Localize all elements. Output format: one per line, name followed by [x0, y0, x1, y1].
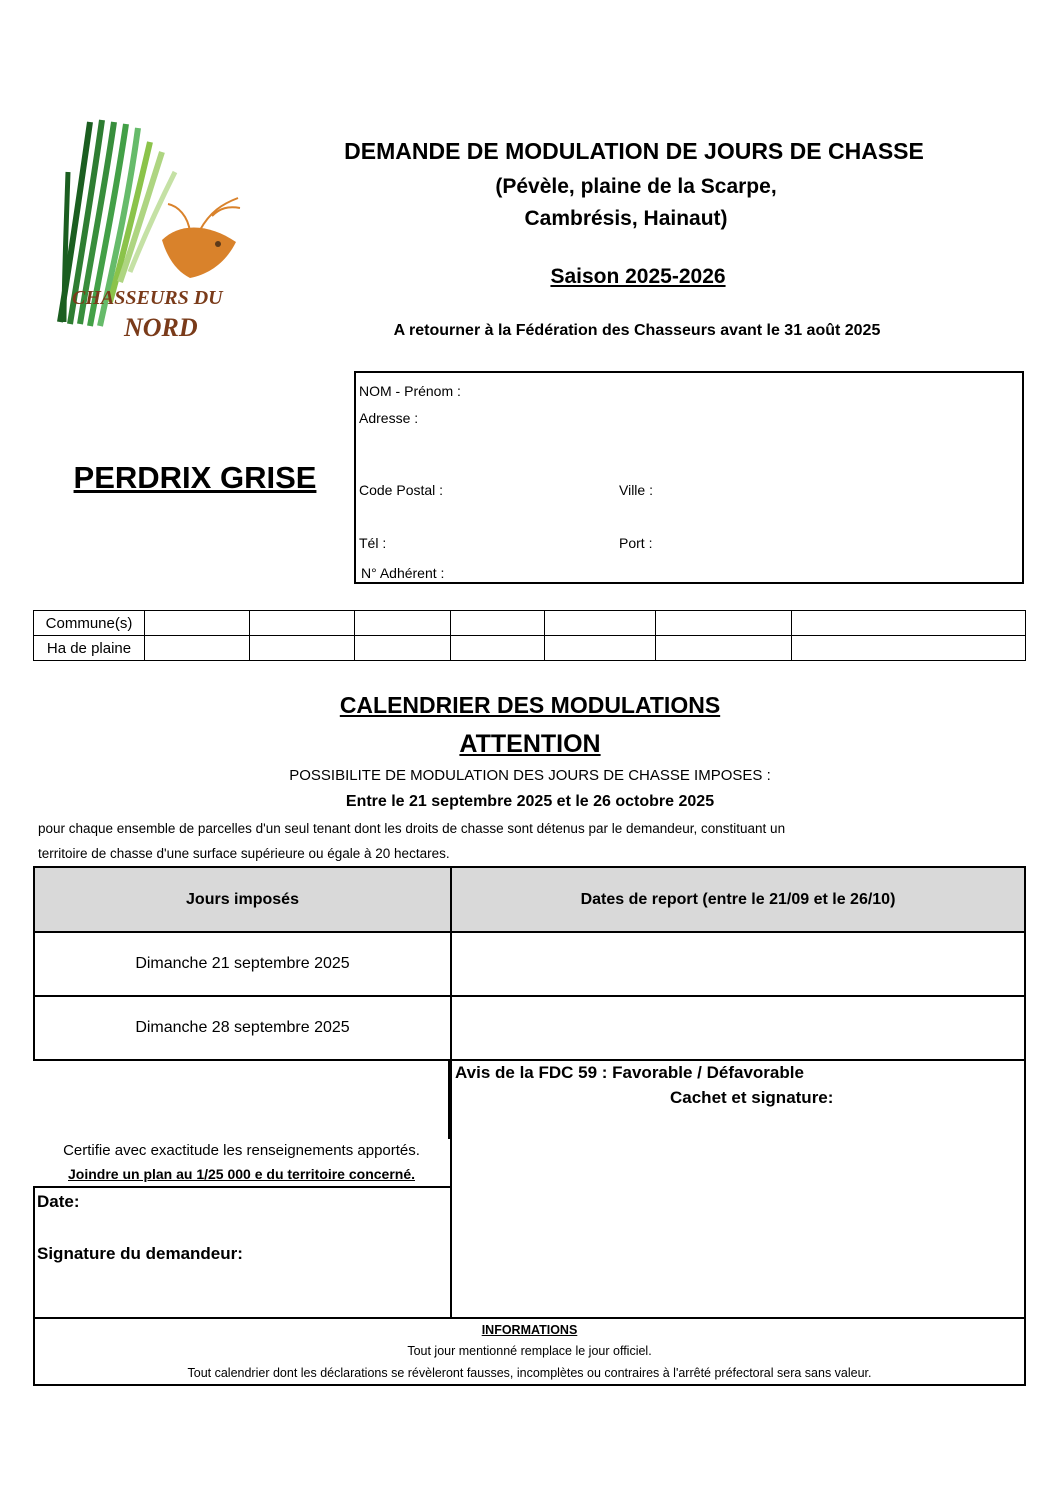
- hectares-row-label: Ha de plaine: [34, 636, 145, 661]
- report-dates-header-label: Dates de report (entre le 21/09 et le 26/10): [580, 890, 896, 908]
- hectares-cell[interactable]: [451, 636, 545, 661]
- table-row: [34, 611, 1026, 636]
- information-title: INFORMATIONS: [481, 1323, 578, 1337]
- modulation-date-range: Entre le 21 septembre 2025 et le 26 octobre 2025: [345, 793, 715, 810]
- species-title: PERDRIX GRISE: [73, 460, 317, 495]
- imposed-day-cell: [33, 931, 452, 997]
- imposed-days-header: [33, 866, 452, 933]
- attention-heading: ATTENTION: [459, 730, 601, 758]
- commune-table: [33, 610, 1026, 661]
- table-row: [34, 636, 1026, 661]
- stamp-signature-label: Cachet et signature:: [670, 1088, 834, 1107]
- certify-statement: Certifie avec exactitude les renseignements apportés.: [63, 1142, 420, 1159]
- condition-text-line1: pour chaque ensemble de parcelles d'un seul tenant dont les droits de chasse sont détenus par le demandeur, constituant un: [38, 821, 786, 836]
- date-label: Date:: [37, 1192, 80, 1211]
- city-field-label[interactable]: Ville :: [619, 482, 653, 498]
- commune-row-label: Commune(s): [34, 611, 145, 636]
- return-deadline-note: A retourner à la Fédération des Chasseurs avant le 31 août 2025: [393, 322, 881, 339]
- imposed-day-2: Dimanche 28 septembre 2025: [135, 1019, 350, 1036]
- modulation-possibility-text: POSSIBILITE DE MODULATION DES JOURS DE CHASSE IMPOSES :: [289, 767, 771, 784]
- address-field-label[interactable]: Adresse :: [359, 410, 419, 426]
- chasseurs-du-nord-logo: [50, 112, 250, 344]
- name-field-label[interactable]: NOM - Prénom :: [359, 383, 461, 399]
- form-title: DEMANDE DE MODULATION DE JOURS DE CHASSE: [344, 138, 924, 164]
- information-box: [33, 1317, 1026, 1386]
- fdc-opinion-label[interactable]: Avis de la FDC 59 : Favorable / Défavorable: [455, 1063, 804, 1082]
- imposed-day-1: Dimanche 21 septembre 2025: [135, 955, 350, 972]
- applicant-signature-box[interactable]: [33, 1186, 452, 1319]
- hectares-cell[interactable]: [250, 636, 355, 661]
- fdc-opinion-box: [450, 1059, 1026, 1319]
- divider: [448, 1059, 450, 1139]
- imposed-days-header-label: Jours imposés: [186, 890, 299, 908]
- commune-cell[interactable]: [656, 611, 792, 636]
- member-number-field-label[interactable]: N° Adhérent :: [361, 565, 445, 581]
- hectares-cell[interactable]: [792, 636, 1026, 661]
- commune-cell[interactable]: [355, 611, 451, 636]
- hectares-cell[interactable]: [656, 636, 792, 661]
- hectares-cell[interactable]: [145, 636, 250, 661]
- attach-plan-note: Joindre un plan au 1/25 000 e du territoire concerné.: [68, 1166, 415, 1182]
- contact-details-box: [354, 371, 1024, 584]
- deer-head-icon: [162, 198, 240, 278]
- information-line-2: Tout calendrier dont les déclarations se révèleront fausses, incomplètes ou contraires à l'arrêté préfectoral sera sans valeur.: [187, 1366, 872, 1380]
- phone-field-label[interactable]: Tél :: [359, 535, 387, 551]
- report-dates-header: [450, 866, 1026, 933]
- postal-code-field-label[interactable]: Code Postal :: [359, 482, 444, 498]
- mobile-field-label[interactable]: Port :: [619, 535, 653, 551]
- logo-text-line2: NORD: [124, 313, 198, 342]
- condition-text-line2: territoire de chasse d'une surface supérieure ou égale à 20 hectares.: [38, 846, 450, 861]
- commune-cell[interactable]: [545, 611, 656, 636]
- report-date-cell-2[interactable]: [450, 995, 1026, 1061]
- region-subtitle-line2: Cambrésis, Hainaut): [524, 207, 728, 230]
- calendar-title: CALENDRIER DES MODULATIONS: [339, 692, 721, 718]
- information-line-1: Tout jour mentionné remplace le jour officiel.: [407, 1344, 652, 1358]
- report-date-cell-1[interactable]: [450, 931, 1026, 997]
- region-subtitle-line1: (Pévèle, plaine de la Scarpe,: [495, 175, 777, 198]
- commune-cell[interactable]: [145, 611, 250, 636]
- commune-cell[interactable]: [792, 611, 1026, 636]
- logo-text-line1: CHASSEURS DU: [72, 287, 223, 309]
- commune-cell[interactable]: [250, 611, 355, 636]
- commune-cell[interactable]: [451, 611, 545, 636]
- hectares-cell[interactable]: [545, 636, 656, 661]
- applicant-signature-label: Signature du demandeur:: [37, 1244, 243, 1263]
- season-label: Saison 2025-2026: [550, 265, 726, 288]
- imposed-day-cell: [33, 995, 452, 1061]
- hectares-cell[interactable]: [355, 636, 451, 661]
